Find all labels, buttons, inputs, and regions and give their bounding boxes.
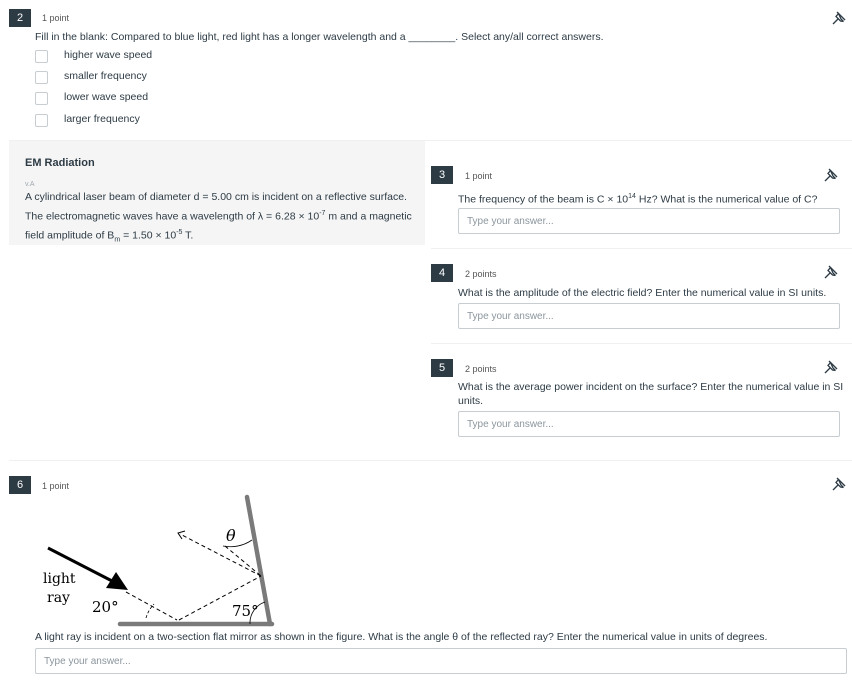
label-light: light bbox=[43, 571, 76, 587]
choice-label: higher wave speed bbox=[64, 49, 153, 61]
pin-icon[interactable] bbox=[823, 359, 839, 375]
question-4-answer-input[interactable]: Type your answer... bbox=[458, 303, 840, 329]
divider bbox=[9, 460, 852, 461]
question-4-text: What is the amplitude of the electric field? Enter the numerical value in SI units. bbox=[458, 287, 827, 299]
question-3-answer-input[interactable]: Type your answer... bbox=[458, 208, 840, 234]
question-3-points: 1 point bbox=[465, 171, 493, 181]
divider bbox=[431, 248, 852, 249]
choice-label: lower wave speed bbox=[64, 91, 149, 103]
choice-label: larger frequency bbox=[64, 113, 140, 125]
question-4-points: 2 points bbox=[465, 269, 497, 279]
question-5-answer-input[interactable]: Type your answer... bbox=[458, 411, 840, 437]
question-3-text: The frequency of the beam is $C \times 10^{14}$ Hz? What is the numerical value of C? bbox=[458, 193, 818, 206]
reflected-ray bbox=[180, 534, 261, 576]
choice-3[interactable] bbox=[35, 89, 149, 107]
question-2-points: 1 point bbox=[42, 13, 70, 23]
choice-4[interactable] bbox=[35, 111, 140, 129]
passage-title: EM Radiation bbox=[25, 157, 95, 169]
passage-line-3: field amplitude of $B_m = 1.50 \times 10^{-5}$ T. bbox=[25, 228, 194, 244]
label-angle-20: 20° bbox=[92, 598, 119, 616]
question-6-points: 1 point bbox=[42, 481, 70, 491]
mirror-diagram bbox=[30, 490, 290, 630]
checkbox-icon[interactable] bbox=[35, 50, 48, 63]
label-angle-75: 75° bbox=[232, 602, 259, 620]
passage-ref: v.A bbox=[25, 181, 35, 188]
angle-arc-incident bbox=[146, 604, 154, 618]
ray-path-1 bbox=[126, 592, 177, 620]
checkbox-icon[interactable] bbox=[35, 114, 48, 127]
label-angle-theta: θ bbox=[226, 526, 236, 545]
divider bbox=[431, 343, 852, 344]
choice-2[interactable] bbox=[35, 68, 147, 86]
choice-1[interactable] bbox=[35, 47, 153, 65]
question-3-number: 3 bbox=[431, 166, 453, 184]
question-5-points: 2 points bbox=[465, 364, 497, 374]
pin-icon[interactable] bbox=[823, 264, 839, 280]
pin-icon[interactable] bbox=[831, 476, 847, 492]
question-6-text: A light ray is incident on a two-section flat mirror as shown in the figure. What is the angle θ of the reflected ray? Enter the numerical value in units of degrees. bbox=[35, 631, 768, 643]
pin-icon[interactable] bbox=[823, 167, 839, 183]
choice-label: smaller frequency bbox=[64, 70, 147, 82]
question-5-text: What is the average power incident on the surface? Enter the numerical value in SI units. bbox=[458, 381, 844, 407]
passage-body bbox=[25, 190, 415, 248]
question-2-number: 2 bbox=[9, 9, 31, 27]
checkbox-icon[interactable] bbox=[35, 92, 48, 105]
question-2-text: Fill in the blank: Compared to blue light, red light has a longer wavelength and a ________. Select any/all correct answers. bbox=[35, 31, 604, 43]
question-6-number: 6 bbox=[9, 476, 31, 494]
pin-icon[interactable] bbox=[831, 10, 847, 26]
passage-line-2: The electromagnetic waves have a wavelength of $\lambda = 6.28 \times 10^{-7}$ m and a magnetic bbox=[25, 209, 412, 222]
reflected-arrowhead bbox=[178, 531, 185, 539]
passage-panel bbox=[9, 141, 425, 245]
passage-line-1: A cylindrical laser beam of diameter d = 5.00 cm is incident on a reflective surface. bbox=[25, 191, 407, 203]
question-4-number: 4 bbox=[431, 264, 453, 282]
question-5-number: 5 bbox=[431, 359, 453, 377]
question-6-answer-input[interactable]: Type your answer... bbox=[35, 648, 847, 674]
checkbox-icon[interactable] bbox=[35, 71, 48, 84]
label-ray: ray bbox=[47, 590, 70, 606]
